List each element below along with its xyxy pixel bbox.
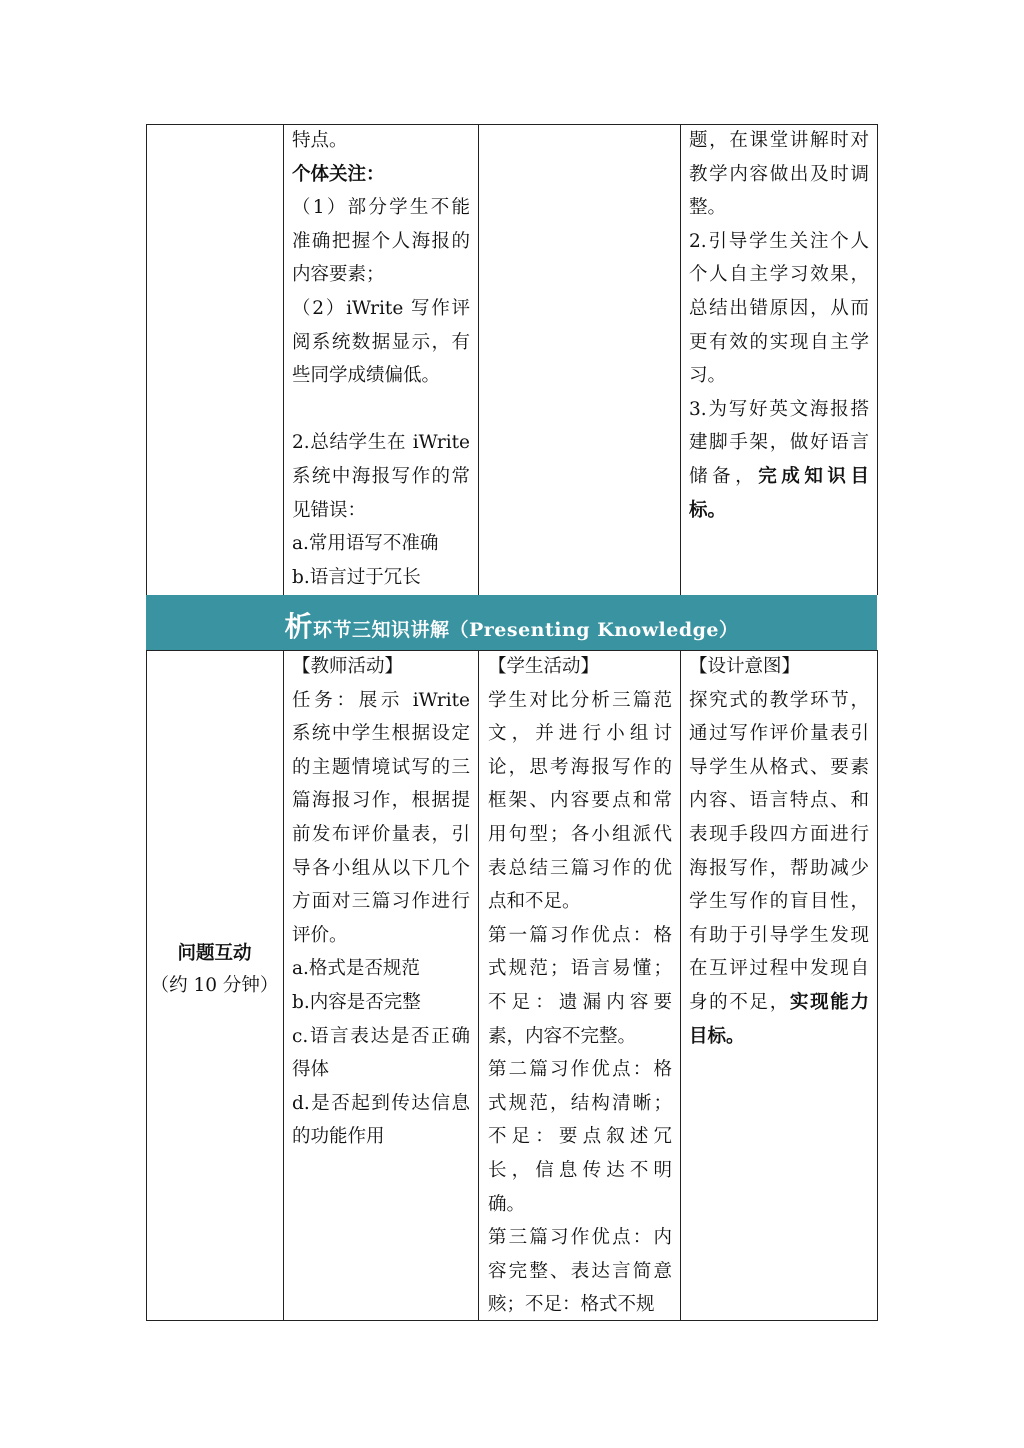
- individual-focus-heading: 个体关注：: [292, 163, 385, 185]
- teacher-activity-line: d.是否起到传达信息的功能作用: [292, 1092, 470, 1148]
- upper-col2-line: a.常用语写不准确: [292, 533, 439, 555]
- upper-design-cell: [689, 124, 869, 527]
- student-activity-cell: [488, 650, 672, 1320]
- section-title-text: 环节三知识讲解: [312, 619, 450, 641]
- design-intent-text: 探究式的教学环节，通过写作评价量表引导学生从格式、要素内容、语言特点、和表现手段四方面进行海报写作，帮助减少学生写作的盲目性，有助于引导学生发现在互评过程中发现自身的不足，: [689, 689, 869, 1013]
- section-subtitle: （Presenting Knowledge）: [449, 619, 739, 641]
- ability-goal-text: 实现能力目标。: [689, 991, 869, 1047]
- student-activity-line: 第一篇习作优点：格式规范；语言易懂；不足：遗漏内容要素，内容不完整。: [488, 924, 672, 1047]
- teacher-activity-cell: [292, 650, 476, 1154]
- upper-col2-line: （2）iWrite 写作评阅系统数据显示，有些同学成绩偏低。: [292, 297, 470, 387]
- student-activity-line: 学生对比分析三篇范文，并进行小组讨论，思考海报写作的框架、内容要点和常用句型；各小组派代表总结三篇习作的优点和不足。: [488, 689, 672, 913]
- teacher-activity-line: 任务：展示 iWrite 系统中学生根据设定的主题情境试写的三篇海报习作，根据提前发布评价量表，引导各小组从以下几个方面对三篇习作进行评价。: [292, 689, 476, 946]
- design-intent-body: [689, 684, 869, 1054]
- student-activity-line: 第三篇习作优点：内容完整、表达言简意赅；不足：格式不规: [488, 1227, 672, 1316]
- upper-col4-line: 题，在课堂讲解时对教学内容做出及时调整。: [689, 130, 869, 219]
- teacher-activity-line: a.格式是否规范: [292, 958, 420, 980]
- upper-col4-line: 2.引导学生关注个人个人自主学习效果，总结出错原因，从而更有效的实现自主学习。: [689, 230, 869, 387]
- section-title: [284, 605, 738, 645]
- student-activity-line: 第二篇习作优点：格式规范，结构清晰；不足：要点叙述冗长，信息传达不明确。: [488, 1059, 672, 1215]
- stage-duration: （约 10 分钟）: [150, 975, 279, 996]
- design-intent-cell: [689, 650, 869, 1053]
- upper-teacher-cell: [292, 124, 476, 594]
- student-activity-header: 【学生活动】: [488, 656, 600, 677]
- upper-col4-line: [689, 393, 869, 527]
- teacher-activity-header: 【教师活动】: [292, 656, 404, 677]
- design-intent-header: 【设计意图】: [689, 656, 801, 677]
- knowledge-goal-text: 完成知识目标。: [689, 465, 869, 521]
- teacher-activity-line: c.语言表达是否正确得体: [292, 1025, 470, 1081]
- section-big-char: 析: [284, 610, 313, 643]
- section-header-band: [146, 595, 877, 650]
- stage-cell: [146, 938, 283, 1002]
- teacher-activity-line: b.内容是否完整: [292, 991, 421, 1013]
- stage-name: 问题互动: [177, 943, 252, 964]
- upper-col2-line: 特点。: [292, 130, 348, 151]
- upper-col2-line: （1）部分学生不能准确把握个人海报的内容要素；: [292, 197, 470, 286]
- upper-col4-text: 3.为写好英文海报搭建脚手架，做好语言储备，: [689, 398, 869, 487]
- upper-col2-line: b.语言过于冗长: [292, 566, 421, 588]
- upper-col2-blank: [292, 393, 470, 427]
- upper-col2-line: 2.总结学生在 iWrite 系统中海报写作的常见错误：: [292, 432, 476, 521]
